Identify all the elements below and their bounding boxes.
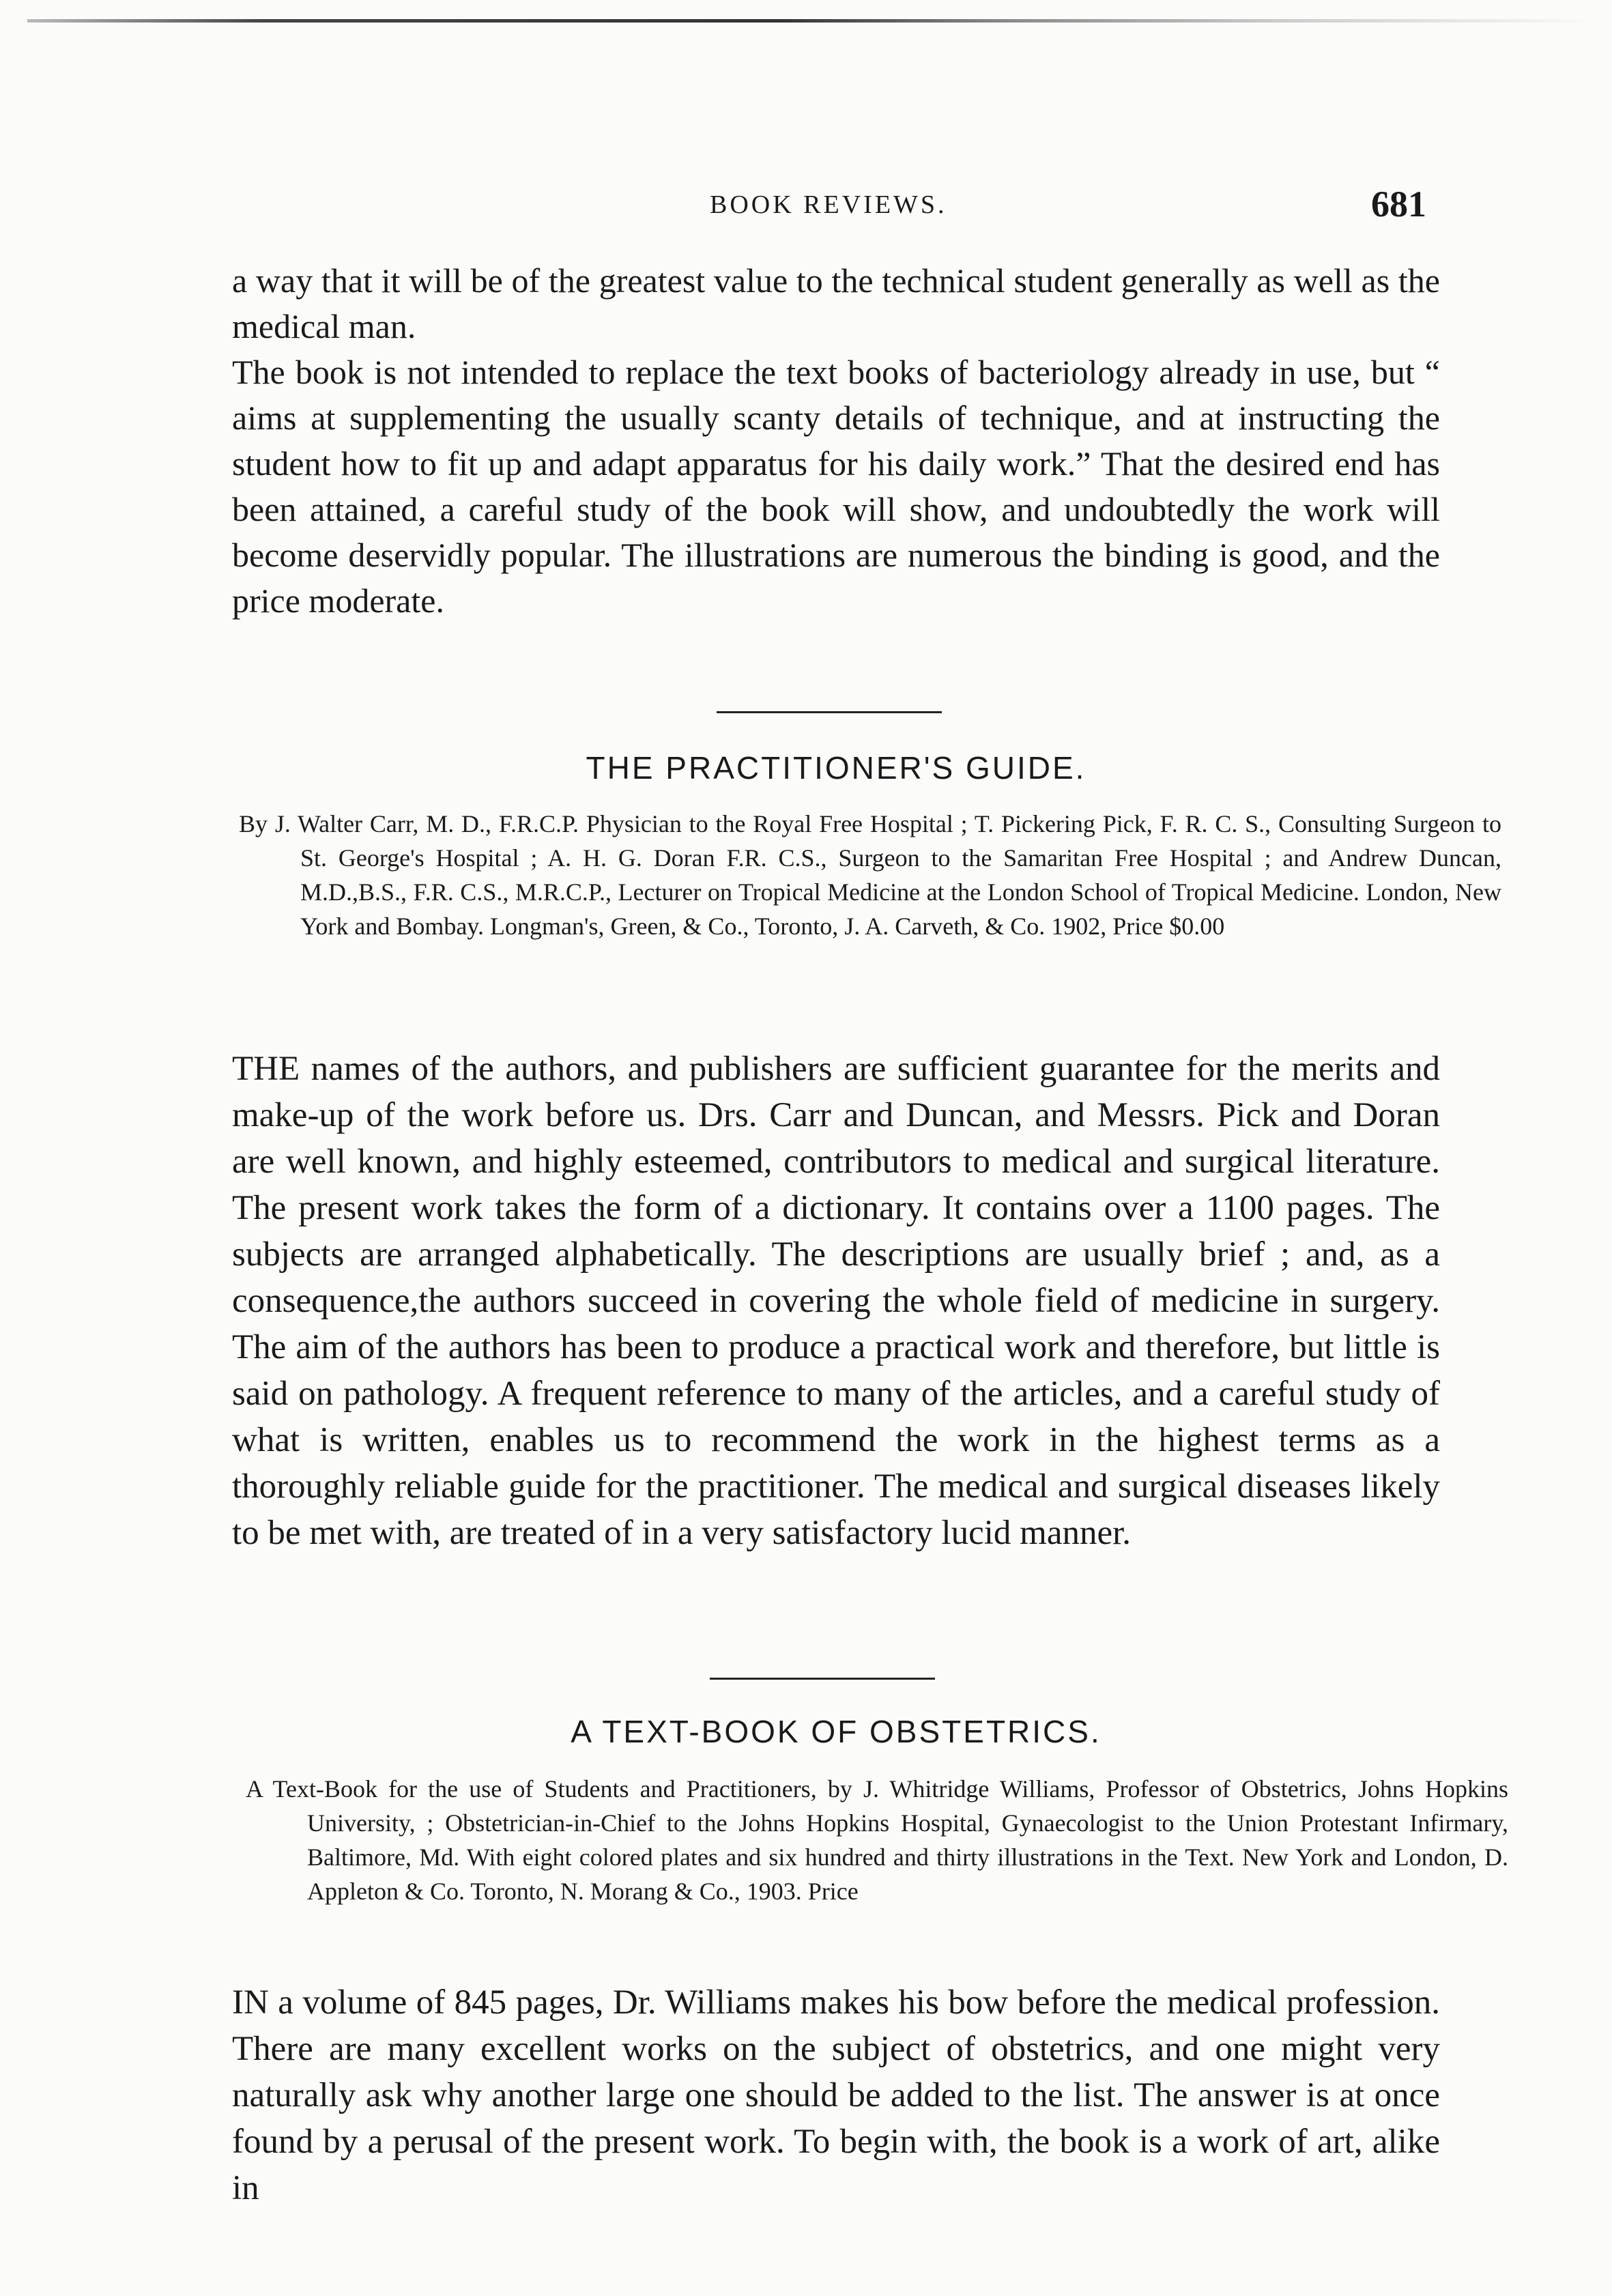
review-title: A TEXT-BOOK OF OBSTETRICS. <box>571 1714 1102 1749</box>
review-citation: By J. Walter Carr, M. D., F.R.C.P. Physician to the Royal Free Hospital ; T. Pickering Pick, F. R. C. S., Consulting Surgeon to St. George's Hospital ; A. H. G. Doran F.R. C.S., Surgeon to the Samaritan Free Hospital ; and Andrew Duncan, M.D.,B.S., F.R. C.S., M.R.C.P., Lecturer on Tropical Medicine at the London School of Tropical Medicine. London, New York and Bombay. Longman's, Green, & Co., Toronto, J. A. Carveth, & Co. 1902, Price $0.00 <box>239 810 1501 940</box>
page-number: 681 <box>1371 184 1426 225</box>
review-lead-word: IN <box>232 1983 269 2022</box>
intro-paragraph: a way that it will be of the greatest value to the technical student generally as well as the medical man. The book is not intended to replace the text books of bacteriology already in use, but “ aims at supplementing the usually scanty details of technique, and at instructing the student how to fit up and adapt apparatus for his daily work.” That the desired end has been attained, a careful study of the book will show, and undoubtedly the work will become deservidly popular. The illustrations are numerous the binding is good, and the price moderate. <box>232 261 1440 620</box>
review-text: a volume of 845 pages, Dr. Williams makes his bow before the medical profession. There are many excellent works on the subject of obstetrics, and one might very naturally ask why another large one should be added to the list. The answer is at once found by a perusal of the present work. To begin with, the book is a work of art, alike in <box>232 1983 1440 2207</box>
review-lead-word: THE <box>232 1050 300 1088</box>
section-divider <box>717 711 942 713</box>
page-header <box>232 183 1426 238</box>
review-body <box>232 1046 1440 1556</box>
review-text: names of the authors, and publishers are sufficient guarantee for the merits and make-up of the work before us. Drs. Carr and Duncan, and Messrs. Pick and Doran are well known, and highly esteemed, contributors to medical and surgical literature. The present work takes the form of a dictionary. It contains over a 1100 pages. The subjects are arranged alphabetically. The descriptions are usually brief ; and, as a consequence,the authors succeed in covering the whole field of medicine in surgery. The aim of the authors has been to produce a practical work and therefore, but little is said on pathology. A frequent reference to many of the articles, and a careful study of what is written, enables us to recommend the work in the highest terms as a thoroughly reliable guide for the practitioner. The medical and surgical diseases likely to be met with, are treated of in a very satisfactory lucid manner. <box>232 1050 1440 1552</box>
section-divider <box>710 1678 935 1680</box>
running-head: BOOK REVIEWS. <box>710 190 947 219</box>
review-title: THE PRACTITIONER'S GUIDE. <box>586 750 1086 786</box>
review-citation: A Text-Book for the use of Students and Practitioners, by J. Whitridge Williams, Professor of Obstetrics, Johns Hopkins University, ; Obstetrician-in-Chief to the Johns Hopkins Hospital, Gynaecologist to the Union Protestant Infirmary, Baltimore, Md. With eight colored plates and six hundred and thirty illustrations in the Text. New York and London, D. Appleton & Co. Toronto, N. Morang & Co., 1903. Price <box>246 1775 1508 1905</box>
scan-edge-line <box>27 19 1597 23</box>
review-body <box>232 1979 1440 2211</box>
